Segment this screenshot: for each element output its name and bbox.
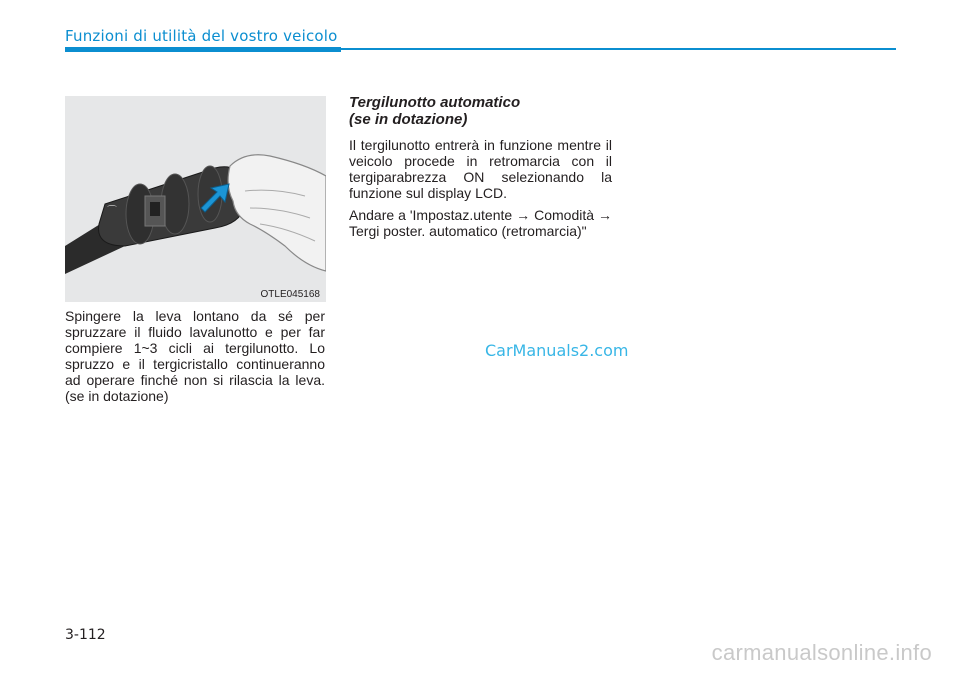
settings-path: Andare a 'Impostaz.utente → Comodità → Tergi poster. automatico (retromarcia)" xyxy=(349,207,612,239)
lever-instruction-paragraph: Spingere la leva lontano da sé per spruzzare il fluido lavalunotto e per far compiere 1~3 cicli ai tergilunotto. Lo spruzzo e il tergicristallo continueranno ad operare finché non si rilascia la leva. (se in dotazione) xyxy=(65,308,325,404)
section-title: Funzioni di utilità del vostro veicolo xyxy=(65,27,338,45)
auto-rear-wiper-section xyxy=(349,94,612,245)
header-rule-thin xyxy=(341,48,896,50)
page-number: 3-112 xyxy=(65,627,106,643)
wiper-lever-drawing xyxy=(65,96,326,302)
footer-watermark: carmanualsonline.info xyxy=(711,640,932,665)
hand xyxy=(228,155,326,271)
figure-code: OTLE045168 xyxy=(260,289,320,300)
subtitle-line-1: Tergilunotto automatico xyxy=(349,94,521,111)
auto-wiper-description: Il tergilunotto entrerà in funzione mentre il veicolo procede in retromarcia con il tergiparabrezza ON selezionando la funzione sul display LCD. xyxy=(349,137,612,201)
watermark-carmanuals2: CarManuals2.com xyxy=(485,341,629,360)
subsection-title xyxy=(349,94,612,128)
wiper-lever-illustration xyxy=(65,96,326,302)
lever-switch-knob xyxy=(150,202,160,216)
wiper-symbol-icon: ⌒ xyxy=(107,206,117,217)
header-rule-thick xyxy=(65,47,341,52)
subtitle-line-2: (se in dotazione) xyxy=(349,111,468,128)
